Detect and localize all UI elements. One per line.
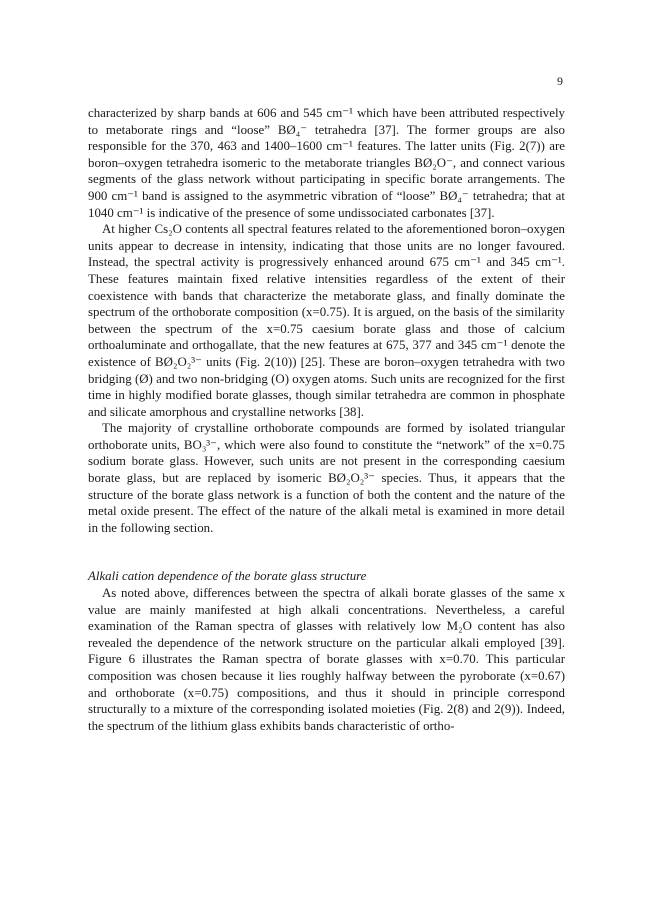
section-heading: Alkali cation dependence of the borate glass structure (88, 569, 367, 584)
paragraph-2: At higher Cs₂O contents all spectral features related to the aforementioned boron–oxygen units appear to decrease in intensity, indicating that those units are no longer favoured. Instead, the spectral activity is progressively enhanced around 675 cm⁻¹ and 345 cm⁻¹. These features maintain fixed relative intensities regardless of the extent of their coexistence with bands that characterize the metaborate glass, and finally dominate the spectrum of the orthoborate composition (x=0.75). It is argued, on the basis of the similarity between the spectrum of the x=0.75 caesium borate glass and those of calcium orthoaluminate and orthogallate, that the new features at 675, 377 and 345 cm⁻¹ denote the existence of BØ₂O₂³⁻ units (Fig. 2(10)) [25]. These are boron–oxygen tetrahedra with two bridging (Ø) and two non-bridging (O) oxygen atoms. Such units are recognized for the first time in highly modified borate glasses, though similar tetrahedra are common in phosphate and silicate amorphous and crystalline networks [38]. (88, 222, 565, 419)
body-text (88, 105, 565, 734)
section-paragraph: As noted above, differences between the spectra of alkali borate glasses of the same x value are mainly manifested at high alkali concentrations. Nevertheless, a careful examination of the Raman spectra of glasses with relatively low M₂O content has also revealed the dependence of the network structure on the particular alkali employed [39]. Figure 6 illustrates the Raman spectra of borate glasses with x=0.70. This particular composition was chosen because it lies roughly halfway between the pyroborate (x=0.67) and orthoborate (x=0.75) compositions, and thus it should in principle correspond structurally to a mixture of the corresponding isolated moieties (Fig. 2(8) and 2(9)). Indeed, the spectrum of the lithium glass exhibits bands characteristic of ortho- (88, 586, 565, 733)
paragraph-1: characterized by sharp bands at 606 and 545 cm⁻¹ which have been attributed respectively to metaborate rings and “loose” BØ₄⁻ tetrahedra [37]. The former groups are also responsible for the 370, 463 and 1400–1600 cm⁻¹ features. The latter units (Fig. 2(7)) are boron–oxygen tetrahedra isomeric to the metaborate triangles BØ₂O⁻, and connect various segments of the glass network without participating in specific borate arrangements. The 900 cm⁻¹ band is assigned to the asymmetric vibration of “loose” BØ₄⁻ tetrahedra; that at 1040 cm⁻¹ is indicative of the presence of some undissociated carbonates [37]. (88, 106, 565, 220)
paragraph-3: The majority of crystalline orthoborate compounds are formed by isolated triangular orthoborate units, BO₃³⁻, which were also found to constitute the “network” of the x=0.75 sodium borate glass. However, such units are not present in the corresponding caesium borate glass, but are replaced by isomeric BØ₂O₂³⁻ species. Thus, it appears that the structure of the borate glass network is a function of both the content and the nature of the metal oxide present. The effect of the nature of the alkali metal is examined in more detail in the following section. (88, 421, 565, 535)
page-number: 9 (557, 74, 563, 88)
